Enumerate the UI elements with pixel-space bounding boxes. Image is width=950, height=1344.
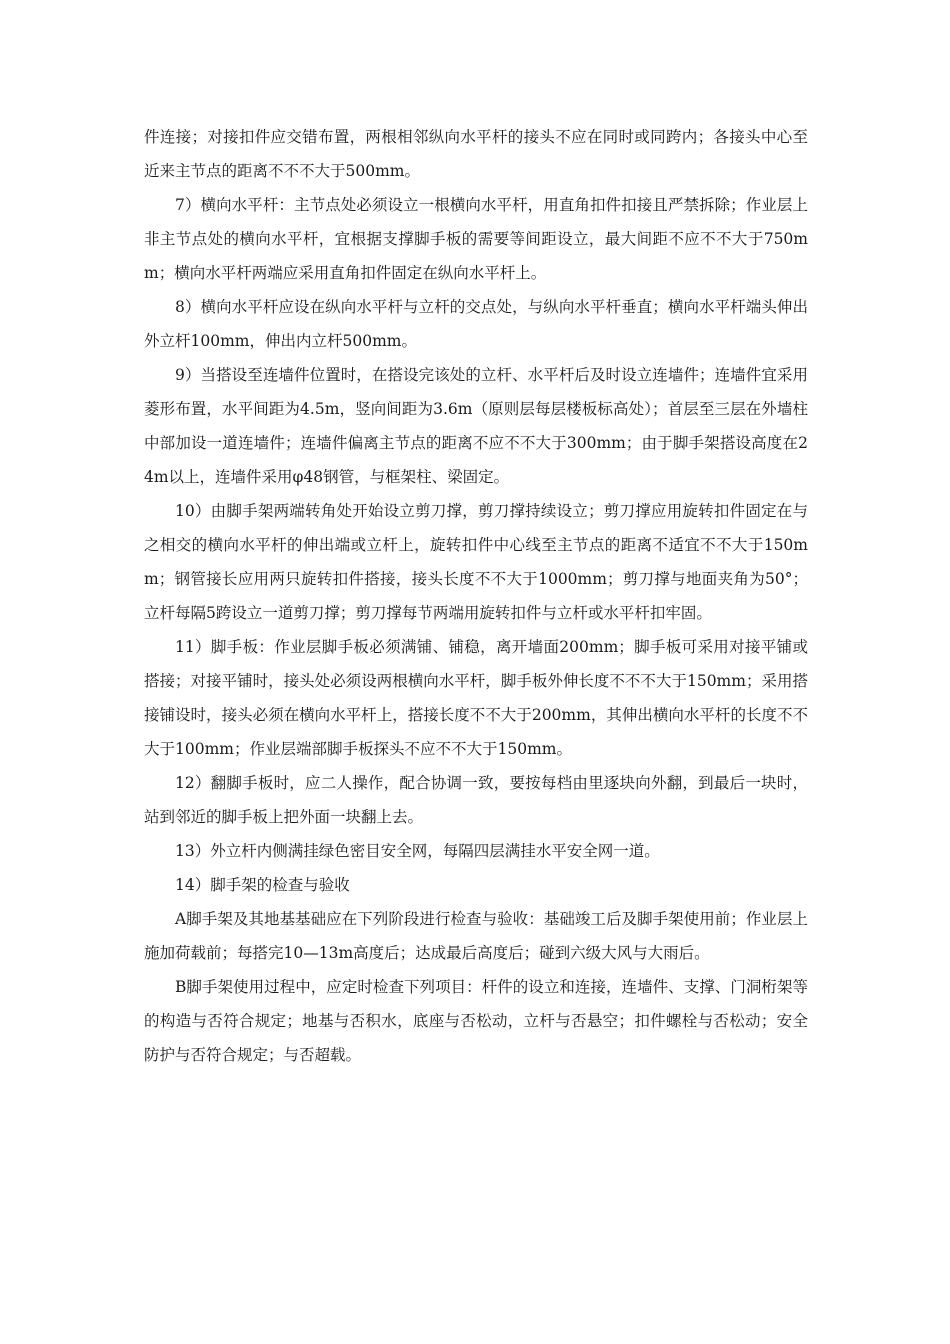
document-body xyxy=(144,120,808,1072)
paragraph-item-12: 12）翻脚手板时，应二人操作，配合协调一致，要按每档由里逐块向外翻，到最后一块时，站到邻近的脚手板上把外面一块翻上去。 xyxy=(144,774,808,826)
paragraph-item-14-a: A脚手架及其地基基础应在下列阶段进行检查与验收：基础竣工后及脚手架使用前；作业层上施加荷载前；每搭完10—13m高度后；达成最后高度后；碰到六级大风与大雨后。 xyxy=(144,910,808,962)
paragraph-item-13: 13）外立杆内侧满挂绿色密目安全网，每隔四层满挂水平安全网一道。 xyxy=(175,842,660,860)
paragraph-item-7: 7）横向水平杆：主节点处必须设立一根横向水平杆，用直角扣件扣接且严禁拆除；作业层上非主节点处的横向水平杆，宜根据支撑脚手板的需要等间距设立，最大间距不应不不大于750mm；横向水平杆两端应采用直角扣件固定在纵向水平杆上。 xyxy=(144,196,808,282)
paragraph-item-14-b: B脚手架使用过程中，应定时检查下列项目：杆件的设立和连接，连墙件、支撑、门洞桁架等的构造与否符合规定；地基与否积水，底座与否松动，立杆与否悬空；扣件螺栓与否松动；安全防护与否符合规定；与否超载。 xyxy=(144,978,808,1064)
paragraph-item-11: 11）脚手板：作业层脚手板必须满铺、铺稳，离开墙面200mm；脚手板可采用对接平铺或搭接；对接平铺时，接头处必须设两根横向水平杆，脚手板外伸长度不不不大于150mm；采用搭接铺设时，接头必须在横向水平杆上，搭接长度不不大于200mm，其伸出横向水平杆的长度不不大于100mm；作业层端部脚手板探头不应不不大于150mm。 xyxy=(144,638,808,758)
paragraph-item-8: 8）横向水平杆应设在纵向水平杆与立杆的交点处，与纵向水平杆垂直；横向水平杆端头伸出外立杆100mm，伸出内立杆500mm。 xyxy=(144,298,808,350)
paragraph-item-10: 10）由脚手架两端转角处开始设立剪刀撑，剪刀撑持续设立；剪刀撑应用旋转扣件固定在与之相交的横向水平杆的伸出端或立杆上，旋转扣件中心线至主节点的距离不适宜不不大于150mm；钢管接长应用两只旋转扣件搭接，接头长度不不大于1000mm；剪刀撑与地面夹角为50°；立杆每隔5跨设立一道剪刀撑；剪刀撑每节两端用旋转扣件与立杆或水平杆扣牢固。 xyxy=(144,502,808,622)
paragraph-item-14-heading: 14）脚手架的检查与验收 xyxy=(175,876,350,894)
paragraph-item-9: 9）当搭设至连墙件位置时，在搭设完该处的立杆、水平杆后及时设立连墙件；连墙件宜采用菱形布置，水平间距为4.5m，竖向间距为3.6m（原则层每层楼板标高处）；首层至三层在外墙柱中部加设一道连墙件；连墙件偏离主节点的距离不应不不大于300mm；由于脚手架搭设高度在24m以上，连墙件采用φ48钢管，与框架柱、梁固定。 xyxy=(144,366,808,486)
paragraph-continuation: 件连接；对接扣件应交错布置，两根相邻纵向水平杆的接头不应在同时或同跨内；各接头中心至近来主节点的距离不不不大于500mm。 xyxy=(144,128,808,180)
